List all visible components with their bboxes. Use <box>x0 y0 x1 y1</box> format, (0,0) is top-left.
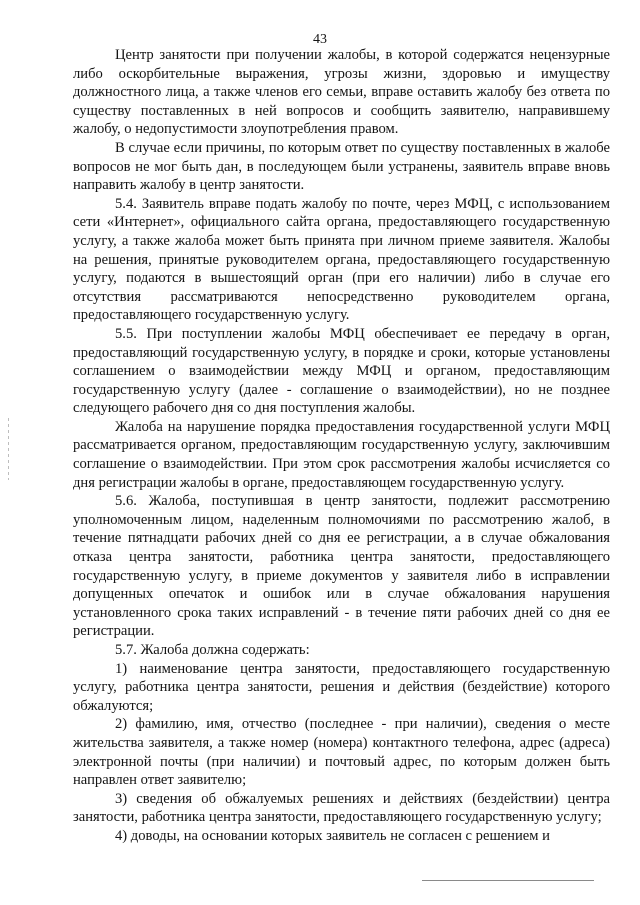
paragraph-resubmission: В случае если причины, по которым ответ по существу поставленных в жалобе вопросов не мог быть дан, в последующем были устранены, заявитель вправе вновь направить жалобу в центр занятости. <box>73 139 610 194</box>
paragraph-obscene-complaint: Центр занятости при получении жалобы, в которой содержатся нецензурные либо оскорбительные выражения, угрозы жизни, здоровью и имуществу должностного лица, а также членов его семьи, вправе оставить жалобу без ответа по существу поставленных в ней вопросов и сообщить заявителю, направившему жалобу, о недопустимости злоупотребления правом. <box>73 47 610 138</box>
list-item-1: 1) наименование центра занятости, предоставляющего государственную услугу, работника центра занятости, решения и действия (бездействие) которого обжалуются; <box>73 660 610 714</box>
paragraph-5-4: 5.4. Заявитель вправе подать жалобу по почте, через МФЦ, с использованием сети «Интернет», официального сайта органа, предоставляющего государственную услугу, а также жалоба может быть принята при личном приеме заявителя. Жалобы на решения, принятые руководителем органа, предоставляющего государственную услугу, подаются в вышестоящий орган (при его наличии) либо в случае его отсутствия рассматриваются непосредственно руководителем органа, предоставляющего государственную услугу. <box>73 195 610 324</box>
paragraph-5-5: 5.5. При поступлении жалобы МФЦ обеспечивает ее передачу в орган, предоставляющий государственную услугу, в порядке и сроки, которые установлены соглашением о взаимодействии между МФЦ и органом, предоставляющим государственную услугу (далее - соглашение о взаимодействии), но не позднее следующего рабочего дня со дня поступления жалобы. <box>73 325 610 417</box>
list-item-3: 3) сведения об обжалуемых решениях и действиях (бездействии) центра занятости, работника центра занятости, предоставляющего государственную услугу; <box>73 790 610 826</box>
scan-edge-mark <box>8 418 9 480</box>
document-body <box>73 46 610 846</box>
page-number: 43 <box>313 32 327 47</box>
paragraph-5-7: 5.7. Жалоба должна содержать: <box>115 642 310 658</box>
footer-rule <box>422 880 594 881</box>
paragraph-mfc-complaint: Жалоба на нарушение порядка предоставления государственной услуги МФЦ рассматривается органом, предоставляющим государственную услугу, заключившим соглашение о взаимодействии. При этом срок рассмотрения жалобы исчисляется со дня регистрации жалобы в органе, предоставляющем государственную услугу. <box>73 418 610 491</box>
list-item-2: 2) фамилию, имя, отчество (последнее - при наличии), сведения о месте жительства заявителя, а также номер (номера) контактного телефона, адрес (адреса) электронной почты (при наличии) и почтовый адрес, по которым должен быть направлен ответ заявителю; <box>73 716 610 789</box>
paragraph-5-6: 5.6. Жалоба, поступившая в центр занятости, подлежит рассмотрению уполномоченным лицом, наделенным полномочиями по рассмотрению жалоб, в течение пятнадцати рабочих дней со дня ее регистрации, а в случае обжалования отказа центра занятости, работника центра занятости, предоставляющего государственную услугу, в приеме документов у заявителя либо в исправлении допущенных опечаток и ошибок или в случае обжалования нарушения установленного срока таких исправлений - в течение пяти рабочих дней со дня ее регистрации. <box>73 493 610 640</box>
list-item-4: 4) доводы, на основании которых заявитель не согласен с решением и <box>115 827 550 844</box>
